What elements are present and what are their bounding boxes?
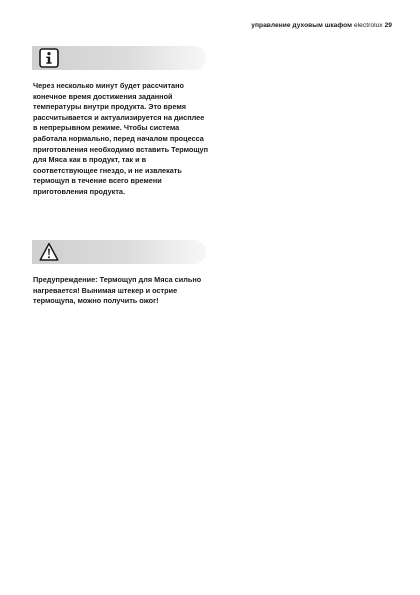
brand-name: electrolux	[353, 22, 383, 29]
warning-notice-text: Предупреждение: Термощуп для Мяса сильно нагревается! Вынимая штекер и острие термощупа, можно получить ожог!	[33, 275, 202, 306]
section-title: управление духовым шкафом	[251, 22, 353, 29]
page-header	[251, 21, 392, 30]
warning-notice-bar	[32, 240, 206, 264]
warning-triangle-icon	[39, 242, 59, 262]
info-notice-bar	[32, 46, 206, 70]
info-notice-text: Через несколько минут будет рассчитано конечное время достижения заданной температуры внутри продукта. Это время рассчитывается и актуализируется на дисплее в непрерывном режиме. Чтобы система работала нормально, перед началом процесса приготовления необходимо вставить Термощуп для Мяса как в продукт, так и в соответствующее гнездо, и не извлекать термощуп в течение всего времени приготовления продукта.	[33, 81, 209, 196]
info-icon	[39, 48, 59, 68]
page-number: 29	[384, 22, 392, 29]
